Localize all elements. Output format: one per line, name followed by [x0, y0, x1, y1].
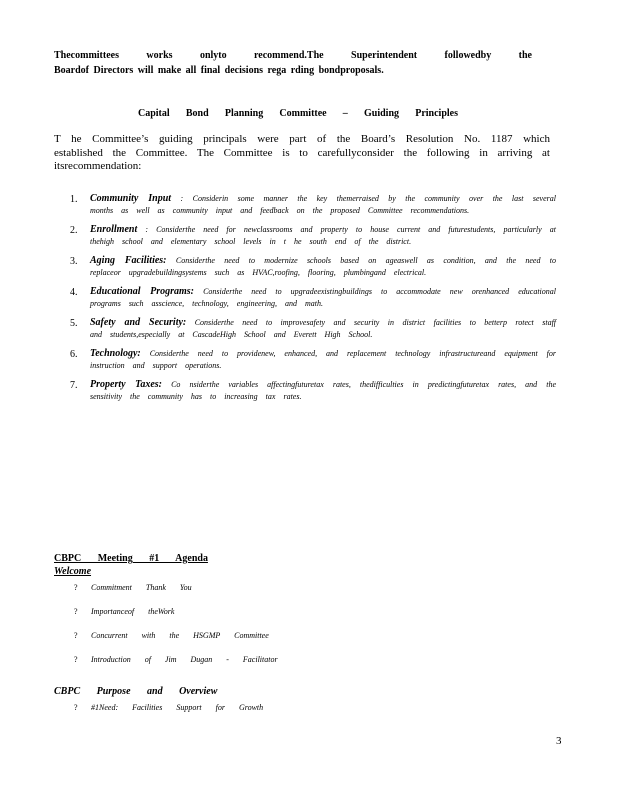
principle-text: Considerthe need to modernize schools based on ageaswell as condition, and the need to replaceor upgradebuildingsystems such as HVAC,roofing, flooring, plumbingand electrical.	[90, 256, 557, 277]
principle-title: Safety and Security:	[90, 317, 187, 328]
principle-number: 5.	[70, 318, 78, 329]
principle-item	[70, 193, 556, 216]
principle-text: : Considerthe need for newclassrooms and property to house current and futurestudents, particularly at thehigh school and elementary school levels in t he south end of the district.	[90, 225, 556, 246]
purpose-heading: CBPC Purpose and Overview	[54, 686, 218, 697]
list-item	[74, 703, 474, 727]
intro-line-2: Boardof Directors will make all final decisions rega rding bondproposals.	[54, 65, 384, 76]
principle-item	[70, 379, 556, 402]
agenda-title: CBPC Meeting #1 Agenda	[54, 553, 208, 564]
principle-number: 2.	[70, 225, 78, 236]
principle-number: 1.	[70, 194, 78, 205]
paragraph-line-3: itsrecommendation:	[54, 160, 142, 172]
paragraph-line-1: T he Committee’s guiding principals were part of the Board’s Resolution No. 1187 which	[54, 133, 550, 145]
intro-text	[54, 48, 532, 78]
list-item	[74, 631, 474, 655]
principle-number: 4.	[70, 287, 78, 298]
principle-title: Technology:	[90, 348, 141, 359]
principle-item	[70, 317, 556, 340]
principle-item	[70, 348, 556, 371]
list-item-text: Introduction of Jim Dugan - Facilitator	[91, 655, 278, 664]
paragraph-line-2: established the Committee. The Committee is to carefullyconsider the following in arriving at	[54, 146, 550, 159]
bullet-marker: ?	[74, 655, 78, 664]
intro-line-1: Thecommittees works onlyto recommend.The Superintendent followedby the	[54, 50, 532, 61]
list-item-text: Commitment Thank You	[91, 583, 192, 592]
welcome-list	[74, 583, 474, 679]
principles-list	[70, 193, 556, 410]
purpose-list	[74, 703, 474, 727]
bullet-marker: ?	[74, 607, 78, 616]
list-item-text: #1Need: Facilities Support for Growth	[91, 703, 264, 712]
principle-item	[70, 255, 556, 278]
principle-title: Community Input	[90, 193, 172, 204]
bullet-marker: ?	[74, 583, 78, 592]
principle-text: : Considerin some manner the key themerraised by the community over the last several months as well as community input and feedback on the proposed Committee recommendations.	[90, 194, 556, 215]
list-item-text: Concurrent with the HSGMP Committee	[91, 631, 269, 640]
list-item	[74, 583, 474, 607]
list-item	[74, 607, 474, 631]
bullet-marker: ?	[74, 631, 78, 640]
bullet-marker: ?	[74, 703, 78, 712]
principle-number: 3.	[70, 256, 78, 267]
principle-text: Co nsiderthe variables affectingfuturetax rates, thedifficulties in predictingfuturetax rates, and the sensitivity the community has to increasing tax rates.	[90, 380, 556, 401]
principle-number: 7.	[70, 380, 78, 391]
welcome-heading: Welcome	[54, 566, 92, 577]
section-title: Capital Bond Planning Committee – Guiding Principles	[138, 108, 458, 119]
guiding-paragraph	[54, 133, 550, 174]
principle-number: 6.	[70, 349, 78, 360]
principle-text: Considerthe need to improvesafety and security in district facilities to betterp rotect staff and students,especially at CascadeHigh School and Everett High School.	[90, 318, 557, 339]
principle-text: Considerthe need to providenew, enhanced, and replacement technology infrastructureand equipment for instruction and support operations.	[90, 349, 557, 370]
principle-item	[70, 286, 556, 309]
page-number: 3	[556, 735, 562, 747]
principle-title: Educational Programs:	[90, 286, 195, 297]
principle-title: Property Taxes:	[90, 379, 162, 390]
principle-text: Considerthe need to upgradeexistingbuildings to accommodate new orenhanced educational programs such asscience, technology, engineering, and math.	[90, 287, 557, 308]
principle-title: Aging Facilities:	[90, 255, 167, 266]
list-item-text: Importanceof theWork	[91, 607, 175, 616]
principle-title: Enrollment	[90, 224, 138, 235]
principle-item	[70, 224, 556, 247]
list-item	[74, 655, 474, 679]
